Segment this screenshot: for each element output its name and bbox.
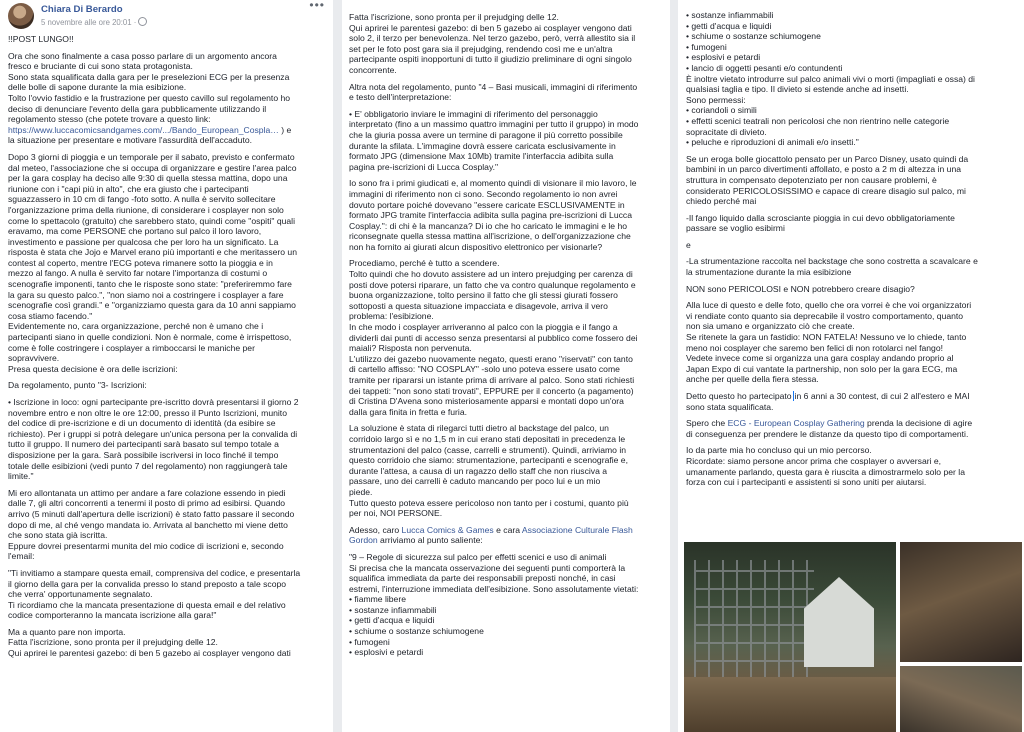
text-line: per la gara cosplay ha deciso alle 9:30 di quella stessa mattina, dopo una [8,173,288,184]
text-line: questo corridoio che siamo: strumentazione, partecipanti e scenografie e, [349,455,628,466]
paragraph [8,397,325,482]
text-line: vi rendiate conto quanto sia deprecabile il vostro comportamento, quanto [686,310,964,321]
page-link-lucca[interactable]: Lucca Comics & Games [401,524,494,535]
text-line: Vedete invece come si organizza una gara cosplay andando proprio al [686,353,954,364]
text-line: sottoposti a questa situazione impacciata e disagevole, arriva il vero [349,300,608,311]
text-line: durante l'attesa, a causa di un ragazzo dello staff che non riusciva a [349,465,608,476]
text-line: la strumentazione durante la mia esibizione [686,267,852,278]
text-line [349,525,663,536]
text-line: di cartello affisso: "NO COSPLAY" -solo uno poteva essere usato come [349,364,620,375]
regulation-link[interactable]: https://www.luccacomicsandgames.com/.../Bando_European_Cospla… [8,124,279,135]
text-line: codice comporteranno la mancata iscrizione alla gara!" [8,610,217,621]
text-line: riconsegnate quella stessa mattina all'iscrizione, o dell'organizzazione che [349,231,631,242]
text-line: la gara su questo palco.", "non siamo noi a costringere i cosplayer a fare [8,289,284,300]
text-line: immagini di riferimento non ci sono. Secondo regolamento io non avrei [349,188,618,199]
paragraph [686,284,1016,295]
text-line: • sostanze infiammabili [349,604,437,615]
text-line: partecipanti siano in quelle condizioni. Non è normale, come è irrispettoso, [8,332,292,343]
text-line: il giorno della gara per la convalida presso lo stand preposto a tale scopo [8,578,287,589]
paragraph [349,258,663,417]
post-column-1 [0,0,333,732]
paragraph [8,34,325,45]
paragraph [686,213,1016,234]
text-line: set per le foto post gara sia il prejudging, rendendo così me e un'altra [349,43,613,54]
text-line: formato JPG (dimensione Max 10Mb) tramite l'interfaccia adibita sulla [349,151,614,162]
text-segment: prenda la decisione di agire [864,418,973,429]
text-line: • schiume o sostanze schiumogene [686,31,821,42]
text-line: che sono stata già iscritta. [8,530,108,541]
text-line: formato JPG tramite l'interfaccia adibita sulla pagina pre-iscrizioni di Lucca [349,210,632,221]
text-line: "9 – Regole di sicurezza sul palco per effetti scenici e uso di animali [349,551,607,562]
text-line: totale delle esibizioni (vedi punto 7 del regolamento) non raggiungerà tale [8,460,288,471]
text-line: risposta è stata che Jojo e Marvel erano più importanti e che meritassero un [8,247,297,258]
text-line: • fumogeni [686,41,727,52]
text-line: buona organizzazione, tolto persino il fatto che gli stessi giurati fossero [349,290,618,301]
text-line: per noi, NOI PERSONE. [349,508,443,519]
text-line: che verra' opportunamente segnalato. [8,589,153,600]
text-line: scenografie così grandi." e "organizziamo questa gara da 10 anni sappiamo [8,300,296,311]
text-line: dalle 7, gli altri concorrenti a tenermi il posto di primo ad esibirsi. Quando [8,498,286,509]
post-text [349,12,663,658]
text-line: Ora che sono finalmente a casa posso parlare di un argomento ancora [8,50,277,61]
text-line: • sostanze infiammabili [686,10,774,20]
text-line: Sono stata squalificata dalla gara per le preselezioni ECG per la presenza [8,71,290,82]
paragraph [686,445,1016,487]
paragraph [8,488,325,562]
text-line: eravamo, ma come PERSONE che portano sul palco il loro lavoro, [8,226,262,237]
paragraph [8,51,325,146]
text-line: • effetti scenici teatrali non pericolosi che non rientrino nelle categorie [686,115,950,126]
paragraph [686,256,1016,277]
text-line: umanamente parlando, questa gara è riuscita a dimostrarmelo solo per la [686,466,965,477]
paragraph [349,12,663,76]
text-line: pagina pre-iscrizioni di Lucca Cosplay." [349,161,499,172]
photo-mud-ground[interactable] [900,542,1022,662]
text-line: • getti d'acqua e liquidi [349,615,435,626]
page-link-ecg[interactable]: ECG - European Cosplay Gathering [727,418,865,429]
paragraph [686,391,1016,412]
text-line: dalla gara finita in fretta e furia. [349,406,467,417]
text-line: Io da parte mia ho concluso qui un mio percorso. [686,445,872,456]
text-line: Tolto quindi che ho dovuto assistere ad un intero prejudging per carenza di [349,269,633,280]
text-line: struttura in compensato depotenziato per non causare problemi, è [686,174,937,185]
text-line: novembre entro e non oltre le ore 12:00, presso il Punto Iscrizioni, munito [8,407,287,418]
text-line: la situazione per presentare e motivare l'assurdità dell'accaduto. [8,135,253,146]
text-line: corridoio largo sì e no 1,5 m in cui erano stati depositati in precedenza le [349,433,626,444]
text-line: anche per quelle della fiera stessa. [686,374,819,385]
text-line: dopo di me, al ché vengo mandata io. Arrivata al banchetto mi viene detto [8,519,288,530]
text-line: solo 2, il terzo per benevolenza. Nel terzo gazebo, però, verrà allestito sia il [349,33,636,44]
text-line: problema: l'esibizione. [349,311,434,322]
text-line: del codice di pre-iscrizione e di un documento di identità (da esibire se [8,418,276,429]
text-line: Da regolamento, punto "3- Iscrizioni: [8,380,147,391]
paragraph [686,154,1016,207]
text-line: qualsiasi taglia e tipo. Il divieto si estende anche ad insetti. [686,84,909,95]
text-line: Sono permessi: [686,94,746,105]
text-line: riunione con i "capi più in alto", che era giusto che i partecipanti [8,183,249,194]
text-line: regolamento stesso (che potete trovare a questo link: [8,114,211,125]
text-line: Ricordate: siamo persone ancor prima che cosplayer o avversari e, [686,455,942,466]
text-line: Dopo 3 giorni di pioggia e un temporale per il sabato, previsto e confermato [8,151,295,162]
post-column-2 [342,0,670,732]
text-line: Altra nota del regolamento, punto "4 – Basi musicali, immagini di riferimento [349,81,638,92]
paragraph [349,82,663,103]
text-line: non ha fornito ai giurati alcun dispositivo elettronico per visionarle? [349,241,603,252]
text-line: che la giuria possa avere un termine di paragone il più corretto possibile [349,129,623,140]
text-line [686,418,1016,429]
page-link-flash-gordon[interactable]: Associazione Culturale Flash [521,524,633,535]
text-line: Presa questa decisione è ora delle iscrizioni: [8,363,178,374]
text-segment: e cara [493,524,522,535]
text-line: • esplosivi e petardi [686,52,761,63]
text-line: strumentazioni del palco (casse, carrelli e strumenti). Quindi, arriviamo in [349,444,627,455]
text-line: fresco e bruciante di cui sono stata protagonista. [8,61,193,72]
text-line [686,391,1016,402]
text-line: Japan Expo di cui vantate la partnership, non solo per la gara ECG, ma [686,363,958,374]
text-line: NON sono PERICOLOSI e NON potrebbero creare disagio? [686,283,915,294]
text-line: Tutto questo poteva essere pericoloso non tanto per i costumi, quanto più [349,497,629,508]
text-line: maiali? Risposta non pervenuta. [349,343,472,354]
text-line: Eppure dovrei presentarmi munita del mio codice di iscrizioni e, secondo [8,540,284,551]
text-segment: arriviamo al punto saliente: [377,535,483,546]
author-name[interactable]: Chiara Di Berardo [41,4,123,15]
text-line: Evidentemente no, cara organizzazione, perché non è umano che i [8,321,264,332]
text-line: squalifica immediata da parte dei responsabili preposti nonché, in casi [349,573,616,584]
text-line: tramite per ripararsi un istante prima di arrivare al palco. Sono stati richiesti [349,375,635,385]
text-line: delle bolle di sapone durante la mia esibizione. [8,82,187,93]
text-line: arrivo (5 minuti dall'apertura delle iscrizioni) è stato fatto passare il secondo [8,508,295,519]
text-segment: in 6 anni a 30 contest, di cui 2 all'estero e MAI [794,391,970,401]
text-line: Cosplay.": di chi è la mancanza? Di io che ho caricato le immagini e le ho [349,220,628,231]
text-line: • coriandoli o simili [686,105,757,116]
text-line: • getti d'acqua e liquidi [686,20,772,31]
avatar[interactable] [8,3,34,29]
text-line: Ma a quanto pare non importa. [8,626,126,637]
text-line: -La strumentazione raccolta nel backstage che sono costretta a scavalcare e [686,256,978,267]
text-line: dovuto portare poiché dovevano "essere caricate ESCLUSIVAMENTE in [349,199,625,210]
text-line: sono stata squalificata. [686,401,774,412]
text-line: richiesto). Per i gruppi si potrà delegare un'unica persona per la convalida di [8,428,298,439]
paragraph [349,423,663,518]
text-line: bambini in un parco divertimenti affollato, e posto a 2 m di altezza in una [686,164,961,175]
post-header [8,0,325,34]
text-line: Se ritenete la gara un fastidio: NON FATELA! Nessuno ve lo chiede, tanto [686,332,967,343]
text-line: limite." [8,471,34,482]
paragraph [349,525,663,546]
text-line: come lo spettacolo (gratuito) che sarebbero stato, quindi come "ospiti" quali [8,215,295,226]
paragraph [349,552,663,658]
text-line: chiedo perché mai [686,196,757,207]
text-line: Ti ricordiamo che la mancata presentazione di questa email e del relativo [8,599,286,610]
text-line [8,125,325,136]
text-segment: Adesso, caro [349,524,402,535]
text-line: Tolto l'ovvio fastidio e la frustrazione per questo cavillo sul regolamento ho [8,92,291,103]
text-line: sopravvivere. [8,353,60,364]
photo-mud-stage[interactable] [684,542,896,732]
text-line: -Il fango liquido dalla scrosciante pioggia in cui devo obbligatoriamente [686,212,955,223]
text-line: cosa stiamo facendo." [8,310,93,321]
text-line: Qui aprirei le parentesi gazebo: di ben 5 gazebo ai cosplayer vengono dati [349,22,632,33]
text-line: "Ti invitiamo a stampare questa email, comprensiva del codice, e presentarla [8,567,301,578]
text-line: interpretato (fino a un massimo quattro immagini per tutto il gruppo) in modo [349,119,639,130]
text-line: Mi ero allontanata un attimo per andare a fare colazione essendo in piedi [8,487,286,498]
text-line: di conseguenza per prendere le distanze da questo tipo di comportamenti. [686,428,969,439]
paragraph [686,10,1016,148]
text-line: non sia umano e organizzato ciò che create. [686,321,855,332]
paragraph [349,109,663,173]
text-line: sguazzassero in 10 cm di fango -foto sotto. A nulla è servito sollecitare [8,194,276,205]
text-line: partecipante ospiti inopportuni di tutto il giudizio preliminare di ogni singolo [349,54,632,65]
text-line: forza con cui i partecipanti e assistenti si sono uniti per aiutarsi. [686,477,927,488]
post-timestamp[interactable]: 5 novembre alle ore 20:01 · [41,17,147,29]
text-line: • lancio di oggetti pesanti e/o contundenti [686,62,843,73]
text-line: dividerli dai punti di accesso senza presentarsi al pubblico come fossero dei [349,332,638,343]
text-line: investimento e passione per qualcosa che per loro ha un significato. La [8,236,279,247]
text-segment: Spero che [686,418,728,429]
text-line: L'utilizzo dei gazebo nuovamente negato, questi erano "riservati" con tanto [349,353,633,364]
text-line: Fatta l'iscrizione, sono pronta per il prejudging delle 12. [349,12,559,22]
text-line: posti dove potersi riparare, un fatto che va contro qualunque regolamento e [349,279,636,290]
text-line: come è folle costringere i cosplayer a rimboccarsi le maniche per [8,342,255,353]
text-line: estremi, l'interruzione immediata dell'esibizione. Sono assolutamente vietati: [349,583,639,594]
paragraph [8,627,325,659]
paragraph [8,568,325,621]
text-line: durante la sfilata. L'immagine dovrà essere caricata esclusivamente in [349,140,616,151]
text-line: Fatta l'iscrizione, sono pronta per il prejudging delle 12. [8,637,218,648]
paragraph [686,418,1016,439]
text-line: • esplosivi e petardi [349,647,424,658]
text-segment: Detto questo ho partecipato [686,391,792,401]
text-line: tutto il gruppo. Il numero dei partecipanti sarà basato sul tempo totale a [8,439,279,450]
text-line: e [686,239,691,250]
text-line: !!POST LUNGO!! [8,34,74,44]
text-line: concorrente. [349,64,397,75]
text-line: dei tappeti: "non sono stati trovati", EPPURE per il concerto (a pagamento) [349,385,634,396]
text-line: passare, uno dei carrelli è caduto mancando per poco lui e un mio [349,476,601,487]
paragraph [349,178,663,252]
text-line: Procediamo, perché è tutto a scendere. [349,258,500,269]
text-line: meno noi cosplayer che saremo ben felici di non rotolarci nel fango! [686,342,944,353]
text-line: Alla luce di questo e delle foto, quello che ora vorrei è che voi organizzatori [686,300,972,311]
text-line: mezzo al fango. A nulla è servito far notare l'importanza di costumi o [8,268,268,279]
text-line: deciso di denunciare l'evento della gara pubblicamente utilizzando il [8,103,267,114]
text-segment: ) e [278,124,292,135]
post-text [686,10,1016,488]
text-line: • peluche e riproduzioni di animali e/o insetti." [686,137,859,148]
text-line: È inoltre vietato introdurre sul palco animali vivi o morti (impagliati e ossa) di [686,73,975,84]
post-text [8,34,325,659]
text-line: di Cristina D'Avena sono misteriosamente apparsi e montati dopo un'ora [349,396,624,407]
text-line: sopracitate di divieto. [686,126,767,137]
text-line: Se un eroga bolle giocattolo pensato per un Parco Disney, usato quindi da [686,153,969,164]
text-line: • fumogeni [349,636,390,647]
paragraph [686,300,1016,385]
paragraph [8,380,325,391]
text-line: considerato PERICOLOSISSIMO e capace di creare disagio sul palco, mi [686,185,966,196]
text-line: scenografie imponenti, tanto che le risposte sono state: "preferiremmo fare [8,279,292,290]
photo-grid [684,542,1022,732]
text-line: dal meteo, l'associazione che si occupa di organizzare e gestire l'area palco [8,162,297,173]
text-line: • Iscrizione in loco: ogni partecipante pre-iscritto dovrà presentarsi il giorno 2 [8,397,299,407]
text-line: disposizione per la gara. Sarà possibile iscriversi in loco finché il tempo [8,449,279,460]
more-options-icon[interactable]: ••• [309,0,325,12]
photo-mud-closeup[interactable] [900,666,1022,732]
text-line: • schiume o sostanze schiumogene [349,626,484,637]
text-cursor [793,391,794,401]
text-line: l'email: [8,551,35,562]
text-line: Qui aprirei le parentesi gazebo: di ben 5 gazebo ai cosplayer vengono dati [8,648,291,659]
paragraph [8,152,325,374]
paragraph [686,240,1016,251]
text-line: passare se voglio esibirmi [686,223,785,234]
text-line: piede. [349,486,373,497]
text-line: contest al coperto, mentre l'ECG poteva rimanere sotto la pioggia e in [8,257,273,268]
text-line: e testo dell'interpretazione: [349,92,452,103]
text-line: l'organizzazione prima della riunione, di considerare i cosplayer non solo [8,204,284,215]
text-line: Io sono fra i primi giudicati e, al momento quindi di visionare il mio lavoro, le [349,178,637,189]
text-line: • E' obbligatorio inviare le immagini di riferimento del personaggio [349,108,598,119]
text-line: • fiamme libere [349,594,406,605]
text-line: Si precisa che la mancata osservazione dei seguenti punti comporterà la [349,562,626,573]
page-link-flash-gordon[interactable]: Gordon [349,535,378,546]
text-line: La soluzione è stata di rilegarci tutti dietro al backstage del palco, un [349,423,609,434]
post-column-3 [678,0,1024,732]
text-line [349,535,663,546]
text-line: In che modo i cosplayer arriveranno al palco con la pioggia e il fango a [349,322,618,333]
globe-icon [138,17,147,26]
